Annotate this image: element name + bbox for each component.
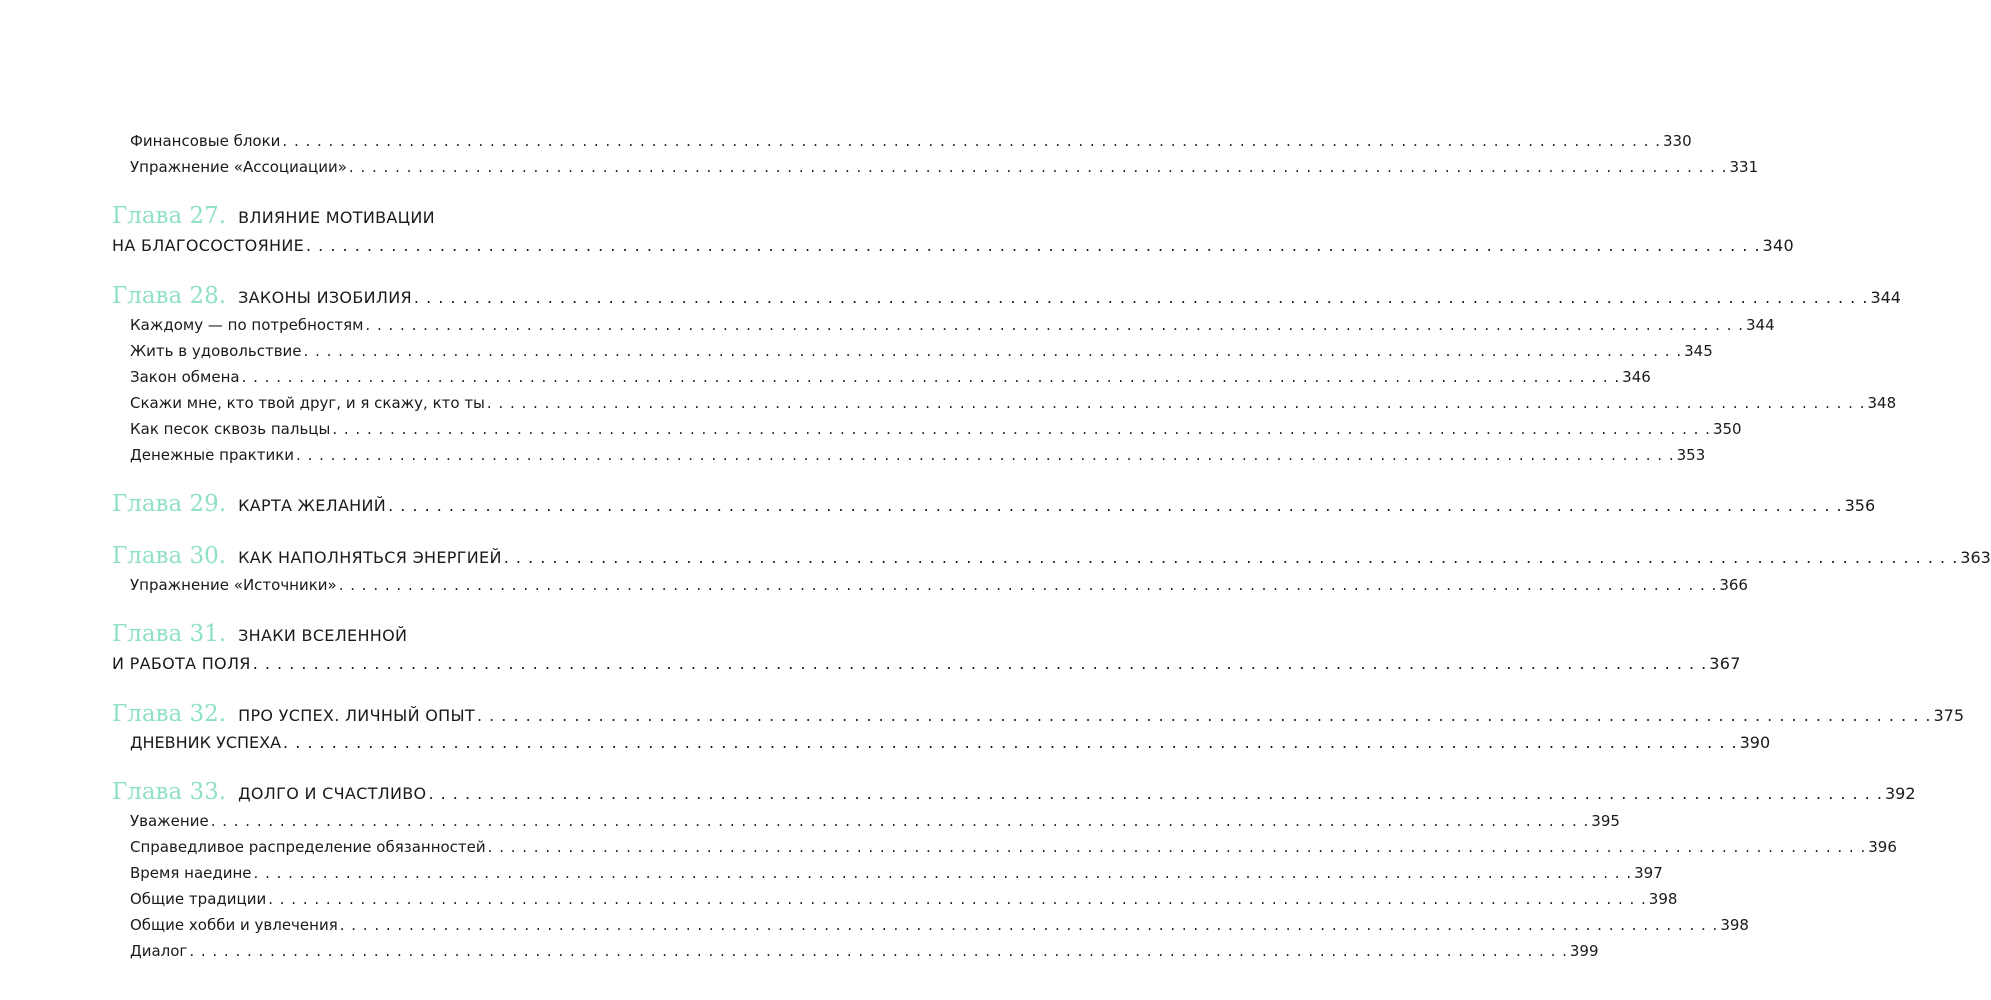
entry-page: 397 xyxy=(1634,864,1663,882)
dot-leader: . . . . . . . . . . . . . . . . . . . . . . . . . . . . . . . . . . . . . . . . . . . . . . . . . . . . . . . . . . . . . . . . . . . . . . . . . . . . . . . . . . . . . . . . . . . . . . . . . . . . . . . . . . . . . . . . . . . . . . . . xyxy=(253,864,1633,882)
entry-page: 346 xyxy=(1622,368,1651,386)
dot-leader: . . . . . . . . . . . . . . . . . . . . . . . . . . . . . . . . . . . . . . . . . . . . . . . . . . . . . . . . . . . . . . . . . . . . . . . . . . . . . . . . . . . . . . . . . . . . . . . . . . . . . . . . . . . . . . . . . . . . . . . . xyxy=(428,784,1883,803)
toc-entry[interactable] xyxy=(112,912,1749,938)
chapter-27-heading[interactable] xyxy=(112,200,600,232)
chapter-page: 367 xyxy=(1709,654,1741,673)
entry-title: Финансовые блоки xyxy=(130,132,281,150)
dot-leader: . . . . . . . . . . . . . . . . . . . . . . . . . . . . . . . . . . . . . . . . . . . . . . . . . . . . . . . . . . . . . . . . . . . . . . . . . . . . . . . . . . . . . . . . . . . . . . . . . . . . . . . . . . . . . . . . . . . . . . . . xyxy=(486,394,1866,412)
table-of-contents xyxy=(112,128,1991,964)
toc-entry[interactable] xyxy=(112,808,1620,834)
entry-title: Каждому — по потребностям xyxy=(130,316,364,334)
chapter-title: КАРТА ЖЕЛАНИЙ xyxy=(238,496,387,515)
dot-leader: . . . . . . . . . . . . . . . . . . . . . . . . . . . . . . . . . . . . . . . . . . . . . . . . . . . . . . . . . . . . . . . . . . . . . . . . . . . . . . . . . . . . . . . . . . . . . . . . . . . . . . . . . . . . . . . . . . . . . . . . xyxy=(189,942,1568,960)
chapter-title: ЗНАКИ ВСЕЛЕННОЙ xyxy=(238,626,408,645)
toc-entry[interactable] xyxy=(112,128,1692,154)
entry-title: Упражнение «Источники» xyxy=(130,576,337,594)
entry-title: Справедливое распределение обязанностей xyxy=(130,838,486,856)
chapter-title-cont: НА БЛАГОСОСТОЯНИЕ xyxy=(112,236,304,255)
dot-leader: . . . . . . . . . . . . . . . . . . . . . . . . . . . . . . . . . . . . . . . . . . . . . . . . . . . . . . . . . . . . . . . . . . . . . . . . . . . . . . . . . . . . . . . . . . . . . . . . . . . . . . . . . . . . . . . . . . . . . . . . xyxy=(306,236,1761,255)
entry-title: Жить в удовольствие xyxy=(130,342,302,360)
chapter-title: ДОЛГО И СЧАСТЛИВО xyxy=(238,784,427,803)
chapter-label: Глава 32. xyxy=(112,701,227,727)
chapter-32-heading[interactable] xyxy=(112,698,1965,730)
chapter-label: Глава 28. xyxy=(112,283,227,309)
dot-leader: . . . . . . . . . . . . . . . . . . . . . . . . . . . . . . . . . . . . . . . . . . . . . . . . . . . . . . . . . . . . . . . . . . . . . . . . . . . . . . . . . . . . . . . . . . . . . . . . . . . . . . . . . . . . . . . . . . . . . . . . xyxy=(388,496,1843,515)
chapter-29-heading[interactable] xyxy=(112,488,1876,520)
entry-page: 399 xyxy=(1569,942,1599,960)
chapter-title: КАК НАПОЛНЯТЬСЯ ЭНЕРГИЕЙ xyxy=(238,548,502,567)
dot-leader: . . . . . . . . . . . . . . . . . . . . . . . . . . . . . . . . . . . . . . . . . . . . . . . . . . . . . . . . . . . . . . . . . . . . . . . . . . . . . . . . . . . . . . . . . . . . . . . . . . . . . . . . . . . . . . . . . . . . . . . . xyxy=(332,420,1711,438)
dot-leader: . . . . . . . . . . . . . . . . . . . . . . . . . . . . . . . . . . . . . . . . . . . . . . . . . . . . . . . . . . . . . . . . . . . . . . . . . . . . . . . . . . . . . . . . . . . . . . . . . . . . . . . . . . . . . . . . . . . . . . . . xyxy=(268,890,1647,908)
entry-title: Упражнение «Ассоциации» xyxy=(130,158,347,176)
chapter-31-continuation[interactable] xyxy=(112,650,1741,678)
dot-leader: . . . . . . . . . . . . . . . . . . . . . . . . . . . . . . . . . . . . . . . . . . . . . . . . . . . . . . . . . . . . . . . . . . . . . . . . . . . . . . . . . . . . . . . . . . . . . . . . . . . . . . . . . . . . . . . . . . . . . . . . xyxy=(252,654,1708,673)
entry-page: 396 xyxy=(1868,838,1897,856)
entry-title: Денежные практики xyxy=(130,446,295,464)
toc-entry[interactable] xyxy=(112,390,1897,416)
entry-page: 398 xyxy=(1648,890,1678,908)
toc-entry[interactable] xyxy=(112,312,1775,338)
chapter-page: 363 xyxy=(1960,548,1991,567)
entry-page: 345 xyxy=(1684,342,1713,360)
toc-entry[interactable] xyxy=(112,730,1771,756)
chapter-title: ВЛИЯНИЕ МОТИВАЦИИ xyxy=(238,208,435,227)
chapter-title-cont: И РАБОТА ПОЛЯ xyxy=(112,654,251,673)
toc-entry[interactable] xyxy=(112,860,1663,886)
toc-entry[interactable] xyxy=(112,364,1651,390)
dot-leader: . . . . . . . . . . . . . . . . . . . . . . . . . . . . . . . . . . . . . . . . . . . . . . . . . . . . . . . . . . . . . . . . . . . . . . . . . . . . . . . . . . . . . . . . . . . . . . . . . . . . . . . . . . . . . . . . . . . . . . . . xyxy=(339,916,1719,934)
entry-title: Время наедине xyxy=(130,864,252,882)
toc-entry[interactable] xyxy=(112,338,1713,364)
chapter-label: Глава 33. xyxy=(112,779,227,805)
chapter-27-continuation[interactable] xyxy=(112,232,1794,260)
entry-page: 331 xyxy=(1729,158,1759,176)
entry-title: ДНЕВНИК УСПЕХА xyxy=(130,733,282,752)
chapter-title: ПРО УСПЕХ. ЛИЧНЫЙ ОПЫТ xyxy=(238,706,475,725)
chapter-label: Глава 27. xyxy=(112,203,227,229)
chapter-page: 375 xyxy=(1933,706,1965,725)
entry-page: 330 xyxy=(1662,132,1692,150)
chapter-page: 392 xyxy=(1884,784,1916,803)
entry-page: 353 xyxy=(1676,446,1706,464)
dot-leader: . . . . . . . . . . . . . . . . . . . . . . . . . . . . . . . . . . . . . . . . . . . . . . . . . . . . . . . . . . . . . . . . . . . . . . . . . . . . . . . . . . . . . . . . . . . . . . . . . . . . . . . . . . . . . . . . . . . . . . . . xyxy=(365,316,1744,334)
chapter-label: Глава 31. xyxy=(112,621,227,647)
entry-page: 344 xyxy=(1746,316,1775,334)
chapter-page: 340 xyxy=(1762,236,1794,255)
chapter-33-heading[interactable] xyxy=(112,776,1916,808)
entry-title: Общие хобби и увлечения xyxy=(130,916,338,934)
dot-leader: . . . . . . . . . . . . . . . . . . . . . . . . . . . . . . . . . . . . . . . . . . . . . . . . . . . . . . . . . . . . . . . . . . . . . . . . . . . . . . . . . . . . . . . . . . . . . . . . . . . . . . . . . . . . . . . . . . . . . . . . xyxy=(296,446,1675,464)
toc-entry[interactable] xyxy=(112,416,1742,442)
entry-page: 395 xyxy=(1591,812,1620,830)
entry-page: 390 xyxy=(1739,733,1771,752)
dot-leader: . . . . . . . . . . . . . . . . . . . . . . . . . . . . . . . . . . . . . . . . . . . . . . . . . . . . . . . . . . . . . . . . . . . . . . . . . . . . . . . . . . . . . . . . . . . . . . . . . . . . . . . . . . . . . . . . . . . . . . . . xyxy=(503,548,1959,567)
entry-title: Диалог xyxy=(130,942,188,960)
entry-title: Уважение xyxy=(130,812,209,830)
entry-title: Общие традиции xyxy=(130,890,267,908)
chapter-31-heading[interactable] xyxy=(112,618,600,650)
entry-page: 398 xyxy=(1720,916,1749,934)
entry-page: 350 xyxy=(1712,420,1742,438)
dot-leader: . . . . . . . . . . . . . . . . . . . . . . . . . . . . . . . . . . . . . . . . . . . . . . . . . . . . . . . . . . . . . . . . . . . . . . . . . . . . . . . . . . . . . . . . . . . . . . . . . . . . . . . . . . . . . . . . . . . . . . . . xyxy=(303,342,1683,360)
toc-entry[interactable] xyxy=(112,834,1897,860)
dot-leader: . . . . . . . . . . . . . . . . . . . . . . . . . . . . . . . . . . . . . . . . . . . . . . . . . . . . . . . . . . . . . . . . . . . . . . . . . . . . . . . . . . . . . . . . . . . . . . . . . . . . . . . . . . . . . . . . . . . . . . . . xyxy=(487,838,1867,856)
chapter-label: Глава 29. xyxy=(112,491,227,517)
dot-leader: . . . . . . . . . . . . . . . . . . . . . . . . . . . . . . . . . . . . . . . . . . . . . . . . . . . . . . . . . . . . . . . . . . . . . . . . . . . . . . . . . . . . . . . . . . . . . . . . . . . . . . . . . . . . . . . . . . . . . . . . xyxy=(413,288,1869,307)
entry-title: Скажи мне, кто твой друг, и я скажу, кто ты xyxy=(130,394,485,412)
entry-page: 348 xyxy=(1867,394,1897,412)
dot-leader: . . . . . . . . . . . . . . . . . . . . . . . . . . . . . . . . . . . . . . . . . . . . . . . . . . . . . . . . . . . . . . . . . . . . . . . . . . . . . . . . . . . . . . . . . . . . . . . . . . . . . . . . . . . . . . . . . . . . . . . . xyxy=(283,733,1738,752)
toc-entry[interactable] xyxy=(112,572,1748,598)
entry-page: 366 xyxy=(1719,576,1748,594)
entry-title: Как песок сквозь пальцы xyxy=(130,420,331,438)
chapter-page: 356 xyxy=(1844,496,1876,515)
toc-entry[interactable] xyxy=(112,886,1678,912)
dot-leader: . . . . . . . . . . . . . . . . . . . . . . . . . . . . . . . . . . . . . . . . . . . . . . . . . . . . . . . . . . . . . . . . . . . . . . . . . . . . . . . . . . . . . . . . . . . . . . . . . . . . . . . . . . . . . . . . . . . . . . . . xyxy=(348,158,1728,176)
chapter-page: 344 xyxy=(1870,288,1901,307)
dot-leader: . . . . . . . . . . . . . . . . . . . . . . . . . . . . . . . . . . . . . . . . . . . . . . . . . . . . . . . . . . . . . . . . . . . . . . . . . . . . . . . . . . . . . . . . . . . . . . . . . . . . . . . . . . . . . . . . . . . . . . . . xyxy=(210,812,1590,830)
chapter-label: Глава 30. xyxy=(112,543,227,569)
entry-title: Закон обмена xyxy=(130,368,240,386)
toc-entry[interactable] xyxy=(112,938,1599,964)
dot-leader: . . . . . . . . . . . . . . . . . . . . . . . . . . . . . . . . . . . . . . . . . . . . . . . . . . . . . . . . . . . . . . . . . . . . . . . . . . . . . . . . . . . . . . . . . . . . . . . . . . . . . . . . . . . . . . . . . . . . . . . . xyxy=(241,368,1621,386)
dot-leader: . . . . . . . . . . . . . . . . . . . . . . . . . . . . . . . . . . . . . . . . . . . . . . . . . . . . . . . . . . . . . . . . . . . . . . . . . . . . . . . . . . . . . . . . . . . . . . . . . . . . . . . . . . . . . . . . . . . . . . . . xyxy=(282,132,1661,150)
dot-leader: . . . . . . . . . . . . . . . . . . . . . . . . . . . . . . . . . . . . . . . . . . . . . . . . . . . . . . . . . . . . . . . . . . . . . . . . . . . . . . . . . . . . . . . . . . . . . . . . . . . . . . . . . . . . . . . . . . . . . . . . xyxy=(338,576,1718,594)
toc-entry[interactable] xyxy=(112,442,1706,468)
chapter-28-heading[interactable] xyxy=(112,280,1901,312)
toc-entry[interactable] xyxy=(112,154,1759,180)
chapter-30-heading[interactable] xyxy=(112,540,1991,572)
chapter-title: ЗАКОНЫ ИЗОБИЛИЯ xyxy=(238,288,412,307)
dot-leader: . . . . . . . . . . . . . . . . . . . . . . . . . . . . . . . . . . . . . . . . . . . . . . . . . . . . . . . . . . . . . . . . . . . . . . . . . . . . . . . . . . . . . . . . . . . . . . . . . . . . . . . . . . . . . . . . . . . . . . . . xyxy=(476,706,1932,725)
